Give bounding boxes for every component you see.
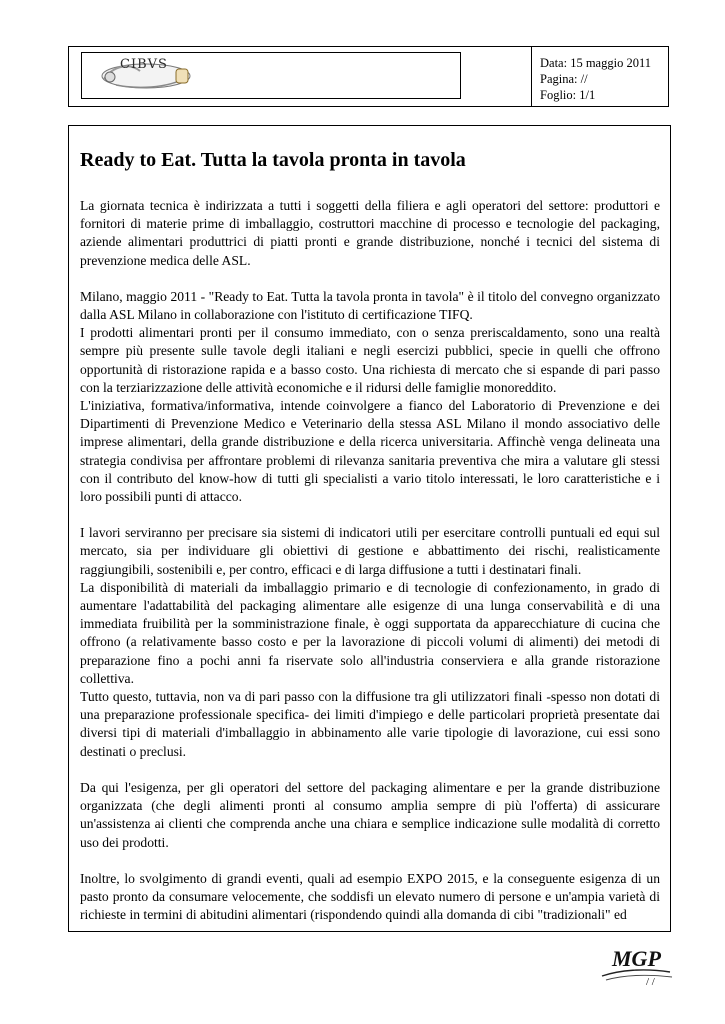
logo-text: CIBVS	[120, 57, 168, 72]
paragraph: I prodotti alimentari pronti per il consumo immediato, con o senza preriscaldamento, sono una realtà sempre più presente sulle tavole degli italiani e negli esercizi pubblici, specie in quelli che offrono opportunità di ristorazione rapida e a basso costo. Una richiesta di mercato che si espande di pari passo con la terziarizzazione delle attività economiche e il ridursi delle famiglie monoreddito.	[80, 325, 660, 395]
sheet-line: Foglio: 1/1	[540, 88, 596, 102]
paragraph: L'iniziativa, formativa/informativa, intende coinvolgere a fianco del Laboratorio di Prevenzione e dei Dipartimenti di Prevenzione Medico e Veterinario della stessa ASL Milano il mondo associativo delle imprese alimentari, della grande distribuzione e della ricerca universitaria. Affinchè venga delineata una strategia condivisa per affrontare problemi di rilevanza sanitaria preventiva che mira a valutare gli stessi con il contributo del know-how di tutti gli specialisti a vario titolo interessati, le loro caratteristiche e i loro possibili punti di attacco.	[80, 398, 660, 505]
date-line: Data: 15 maggio 2011	[540, 56, 651, 70]
header-divider	[531, 47, 532, 106]
mgp-logo-icon	[600, 946, 676, 986]
paragraph: Milano, maggio 2011 - "Ready to Eat. Tutta la tavola pronta in tavola" è il titolo del convegno organizzato dalla ASL Milano in collaborazione con l'istituto di certificazione TIFQ.	[80, 288, 660, 323]
article-box	[68, 125, 671, 932]
paragraph: La disponibilità di materiali da imballaggio primario e di tecnologie di confezionamento, in grado di aumentare l'adattabilità del packaging alimentare alle esigenze di una lunga conservabilità e di una immediata fruibilità per la somministrazione finale, è oggi supportata da apparecchiature di cucina che offrono (a relativamente basso costo e per la lavorazione di piccoli volumi di alimenti) dei metodi di preparazione fino a pochi anni fa riservate solo all'industria conserviera e alla grande ristorazione collettiva.	[80, 579, 660, 686]
paragraph: Inoltre, lo svolgimento di grandi eventi, quali ad esempio EXPO 2015, e la conseguente esigenza di un pasto pronto da consumare velocemente, che soddisfi un elevato numero di persone e un'ampia varietà di richieste in termini di abitudini alimentari (rispondendo quindi alla domanda di cibi "tradizionali" ed	[80, 870, 660, 923]
footer-logo-text: MGP	[612, 946, 661, 971]
paragraph: Tutto questo, tuttavia, non va di pari passo con la diffusione tra gli utilizzatori finali -spesso non dotati di una preparazione professionale specifica- dei limiti d'impiego e delle particolari proprietà presentate dai diversi tipi di materiali d'imballaggio in abbinamento alle varie tipologie di lavorazione, cui essi sono destinati o preclusi.	[80, 689, 660, 759]
article-body	[80, 147, 660, 932]
document-header	[68, 46, 669, 107]
footer-page-marker: / /	[646, 976, 655, 986]
paragraph: La giornata tecnica è indirizzata a tutti i soggetti della filiera e agli operatori del settore: produttori e fornitori di materie prime di imballaggio, costruttori macchine di processo e tecnologie del packaging, aziende alimentari produttrici di piatti pronti e grande distribuzione, nonché i tecnici del sistema di prevenzione medica delle ASL.	[80, 198, 660, 268]
logo-frame	[81, 52, 461, 99]
paragraph: I lavori serviranno per precisare sia sistemi di indicatori utili per esercitare controlli puntuali ed equi sul mercato, sia per individuare gli obiettivi di gestione e abbattimento dei rischi, realisticamente raggiungibili, sostenibili e, per contro, efficaci e di larga diffusione a tutti i destinatari finali.	[80, 525, 660, 577]
header-meta	[540, 55, 651, 103]
header-logo-cell	[69, 47, 465, 106]
article-title: Ready to Eat. Tutta la tavola pronta in tavola	[80, 149, 466, 171]
paragraph: Da qui l'esigenza, per gli operatori del settore del packaging alimentare e per la grande distribuzione organizzata (che degli alimenti pronti al consumo amplia sempre di più l'offerta) di assicurare un'assistenza ai clienti che comprenda anche una chiara e semplice indicazione sulle modalità di corretto uso dei prodotti.	[80, 779, 660, 850]
footer-logo	[600, 946, 676, 986]
page-line: Pagina: //	[540, 72, 588, 86]
